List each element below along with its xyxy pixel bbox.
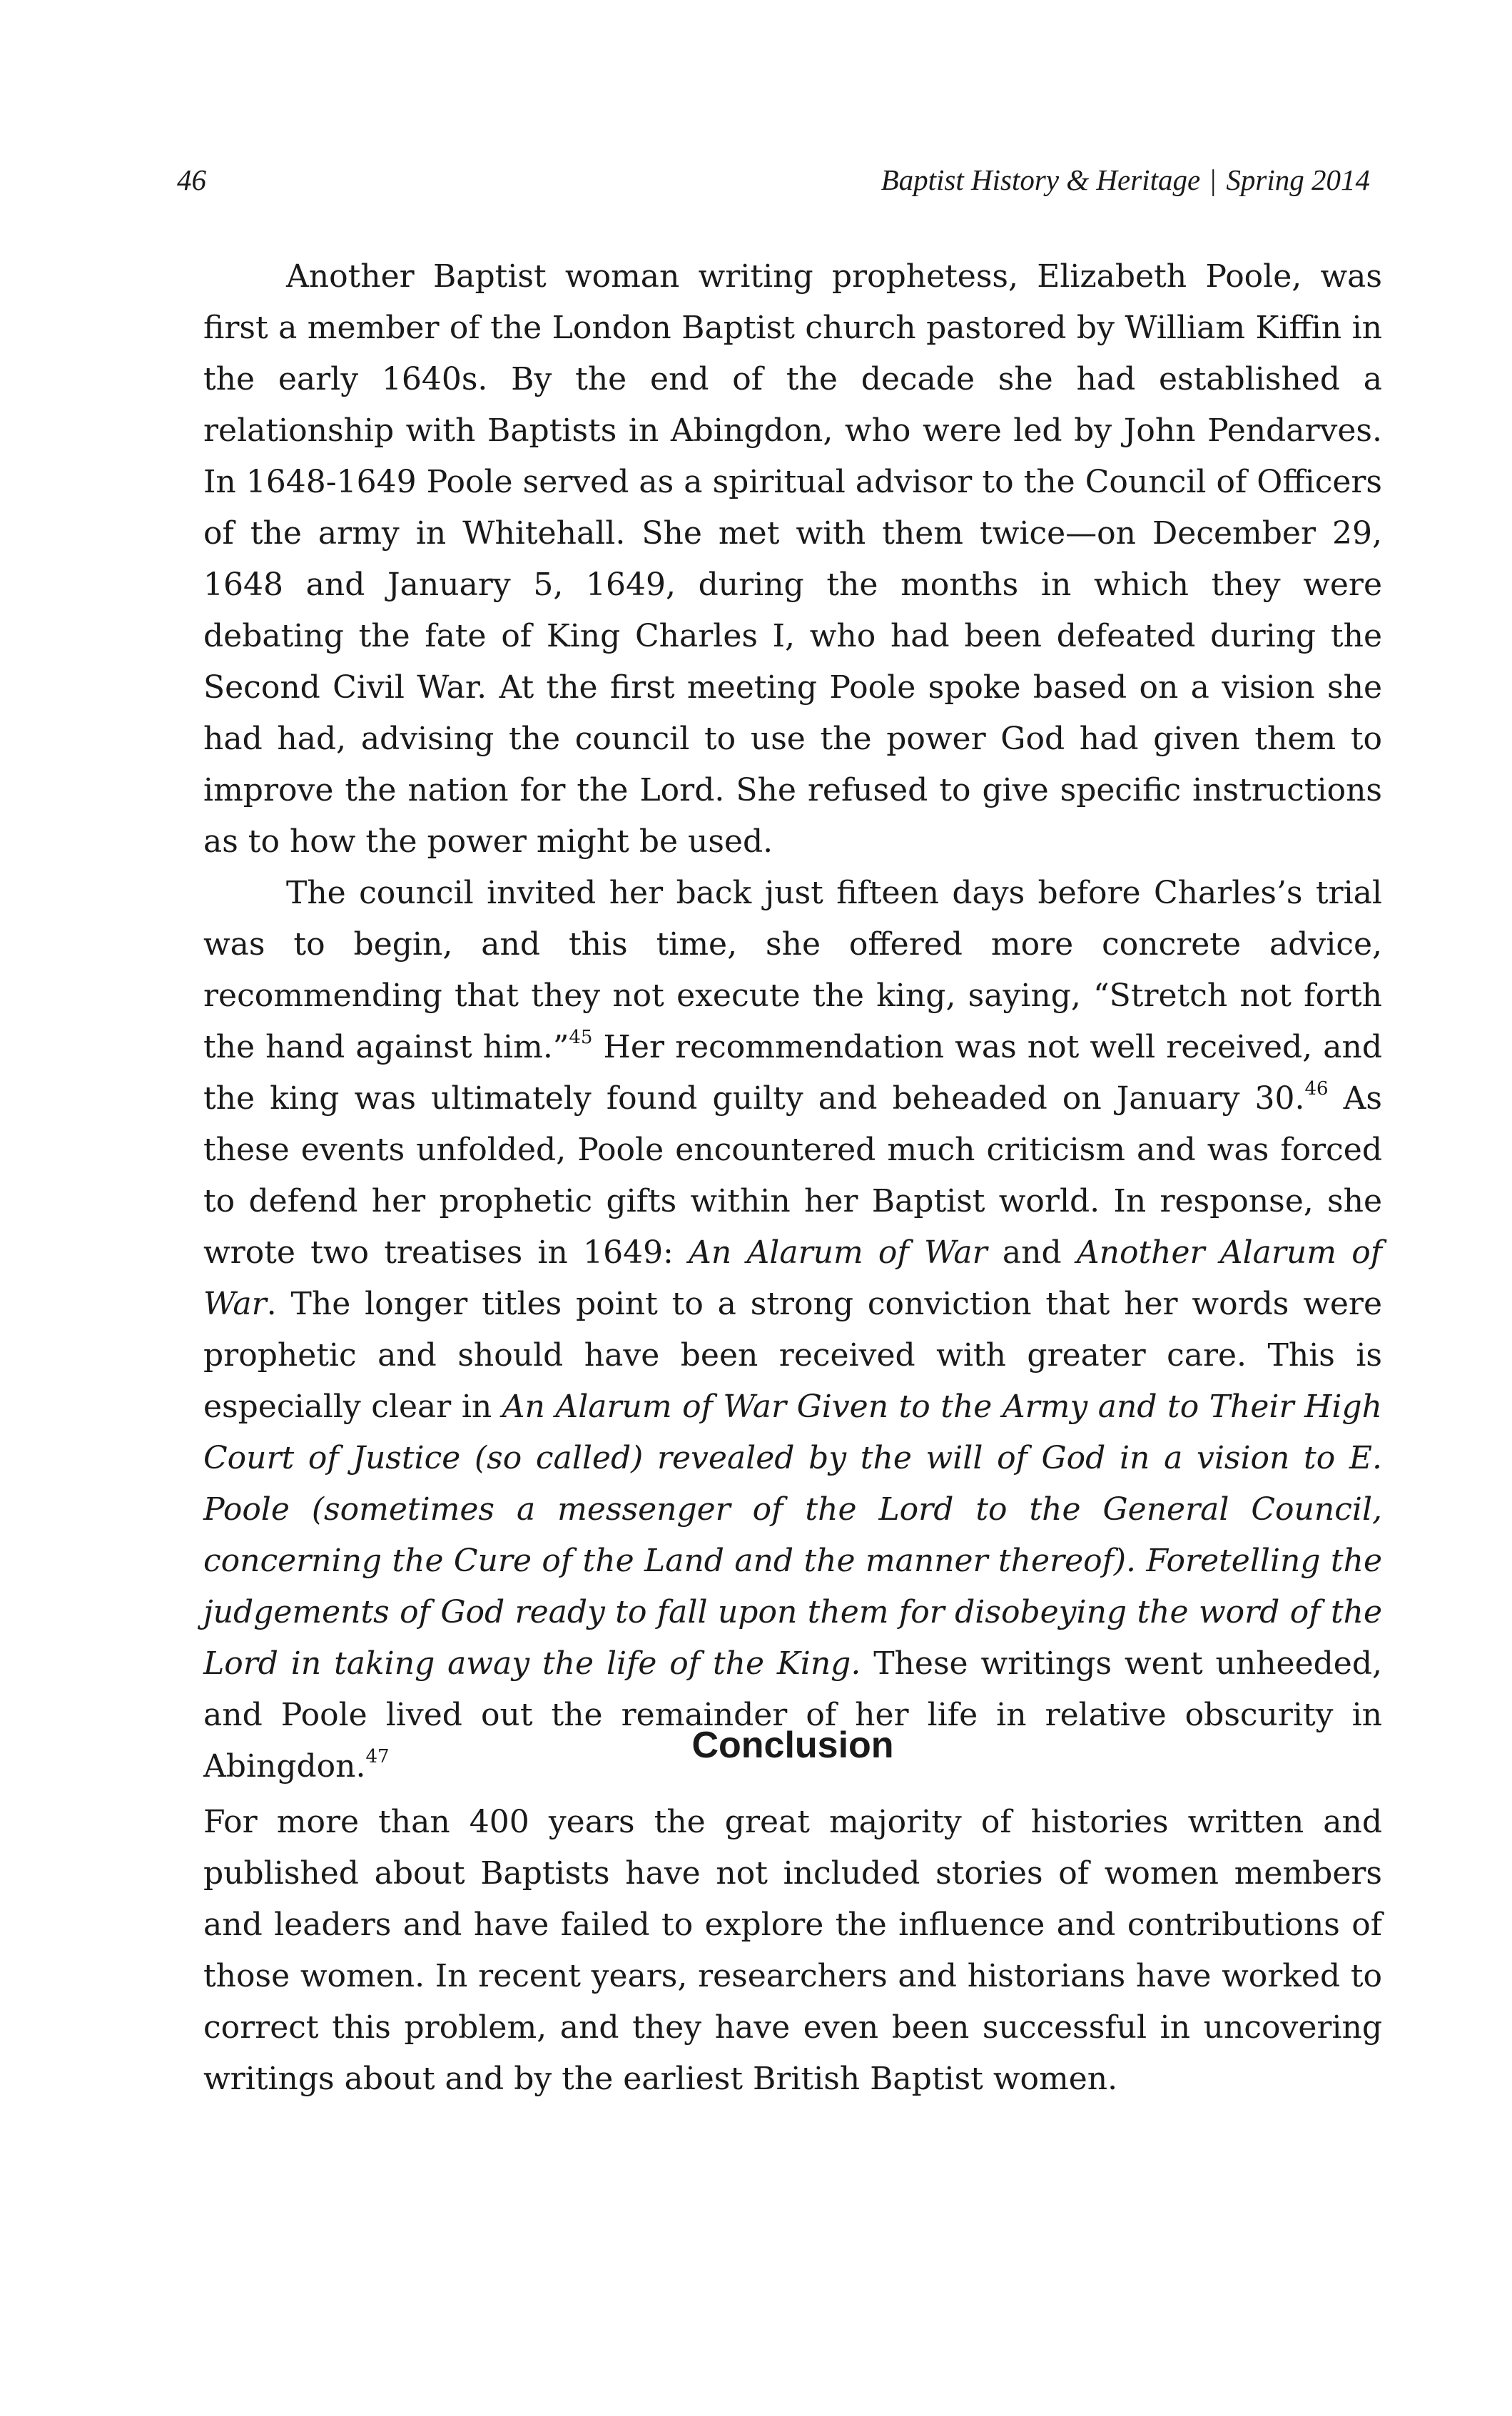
text-run: These writings went unheeded, and Poole lived out the remainder of her life in relative obscurity in Abingdon. <box>203 1645 1382 1785</box>
header-separator: | <box>1210 163 1217 196</box>
section-heading-conclusion: Conclusion <box>691 1725 894 1766</box>
text-run: . The longer titles point to a strong conviction that her words were prophetic and should have been received with greater care. This is especially clear in <box>203 1286 1382 1425</box>
book-title-another-alarum: Another Alarum of War <box>203 1234 1382 1322</box>
text-run: Her recommendation was not well received, and the king was ultimately found guilty and beheaded on January 30. <box>203 1029 1382 1117</box>
text-run: The council invited her back just fifteen days before Charles’s trial was to begin, and this time, she offered more concrete advice, recommending that they not execute the king, saying, “Stretch not forth the hand against him.” <box>203 875 1382 1065</box>
footnote-ref-46: 46 <box>1304 1078 1329 1100</box>
page-header <box>177 158 1370 201</box>
text-run: and <box>987 1234 1077 1271</box>
book-title-alarum-of-war: An Alarum of War <box>689 1234 988 1271</box>
book-title-long: An Alarum of War Given to the Army and to Their High Court of Justice (so called) revealed by the will of God in a vision to E. Poole (sometimes a messenger of the Lord to the General Council, concerning the Cure of the Land and the manner thereof). Foretelling the judgements of God ready to fall upon them for disobeying the word of the Lord in taking away the life of the King. <box>203 1389 1382 1682</box>
paragraph-poole-council <box>203 868 1382 1792</box>
running-head <box>881 158 1370 201</box>
paragraph-conclusion: For more than 400 years the great majority of histories written and published about Baptists have not included stories of women members and leaders and have failed to explore the influence and contributions of those women. In recent years, researchers and historians have worked to correct this problem, and they have even been successful in uncovering writings about and by the earliest British Baptist women. <box>203 1804 1382 2097</box>
footnote-ref-45: 45 <box>569 1027 593 1048</box>
issue-date: Spring 2014 <box>1226 163 1370 196</box>
paragraph-poole-intro: Another Baptist woman writing prophetess, Elizabeth Poole, was first a member of the London Baptist church pastored by William Kiffin in the early 1640s. By the end of the decade she had established a relationship with Baptists in Abingdon, who were led by John Pendarves. In 1648-1649 Poole served as a spiritual advisor to the Council of Officers of the army in Whitehall. She met with them twice—on December 29, 1648 and January 5, 1649, during the months in which they were debating the fate of King Charles I, who had been defeated during the Second Civil War. At the first meeting Poole spoke based on a vision she had had, advising the council to use the power God had given them to improve the nation for the Lord. She refused to give specific instructions as to how the power might be used. <box>203 258 1382 860</box>
section-conclusion <box>203 1797 1382 2105</box>
section-elizabeth-poole <box>203 251 1382 1792</box>
text-run: As these events unfolded, Poole encountered much criticism and was forced to defend her prophetic gifts within her Baptist world. In response, she wrote two treatises in 1649: <box>203 1080 1383 1271</box>
journal-title: Baptist History & Heritage <box>881 163 1201 196</box>
footnote-ref-47: 47 <box>365 1746 390 1767</box>
page-number: 46 <box>177 163 206 196</box>
